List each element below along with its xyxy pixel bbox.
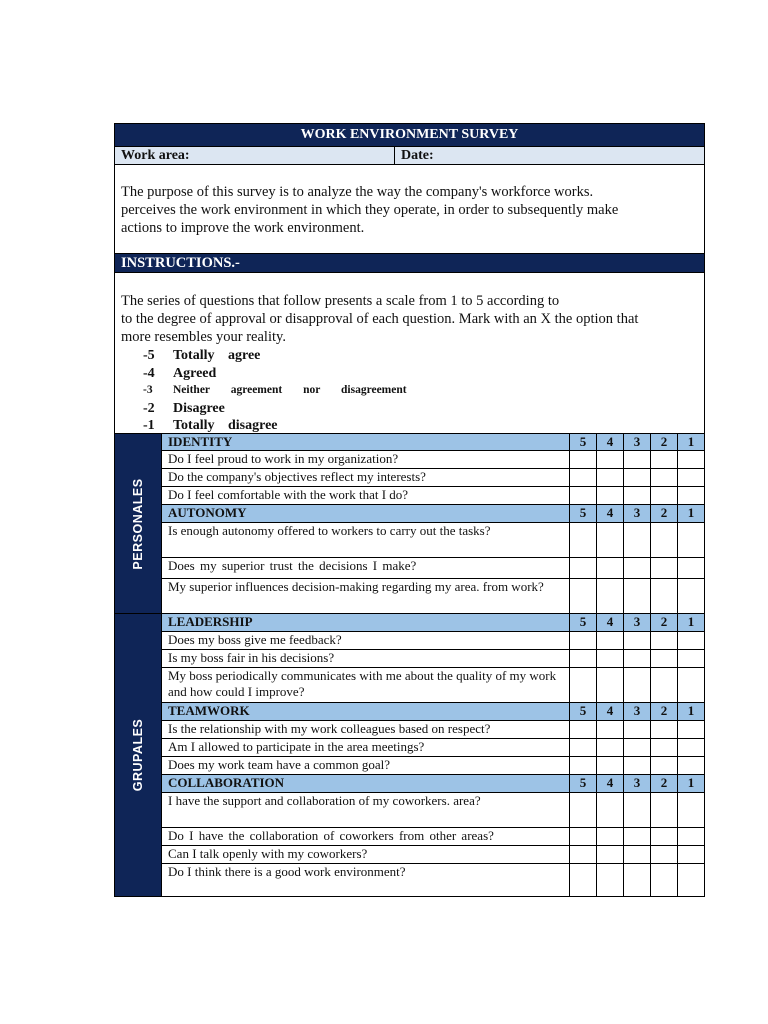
scale-header-cell: 5 xyxy=(569,775,596,792)
question-row xyxy=(162,558,704,579)
answer-cell[interactable] xyxy=(650,846,677,863)
answer-cell[interactable] xyxy=(596,739,623,756)
scale-header-cell: 1 xyxy=(677,703,704,720)
answer-cell[interactable] xyxy=(623,668,650,702)
section-title: IDENTITY xyxy=(168,434,233,449)
work-area-field[interactable]: Work area: xyxy=(115,147,395,164)
question-text: Do I think there is a good work environment? xyxy=(168,864,406,879)
section-title: COLLABORATION xyxy=(168,775,285,790)
scale-header-cell: 2 xyxy=(650,434,677,450)
scale-header-cell: 5 xyxy=(569,505,596,522)
answer-cell[interactable] xyxy=(623,469,650,486)
answer-cell[interactable] xyxy=(650,739,677,756)
scale-item xyxy=(121,417,698,435)
question-text: Is the relationship with my work colleagues based on respect? xyxy=(168,721,491,736)
question-row xyxy=(162,668,704,703)
answer-cell[interactable] xyxy=(623,721,650,738)
section-header-row xyxy=(162,775,704,793)
answer-cell[interactable] xyxy=(677,828,704,845)
answer-cell[interactable] xyxy=(623,487,650,504)
answer-cell[interactable] xyxy=(569,469,596,486)
scale-header-cell: 1 xyxy=(677,505,704,522)
scale-header-cell: 5 xyxy=(569,434,596,450)
answer-cell[interactable] xyxy=(677,721,704,738)
scale-number: -2 xyxy=(143,400,155,416)
scale-header-cell: 4 xyxy=(596,434,623,450)
scale-label: Totally agree xyxy=(173,348,261,363)
answer-cell[interactable] xyxy=(596,668,623,702)
scale-label: Disagree xyxy=(173,400,225,416)
answer-cell[interactable] xyxy=(569,721,596,738)
scale-item xyxy=(121,365,698,383)
scale-header-cell: 2 xyxy=(650,703,677,720)
answer-cell[interactable] xyxy=(650,668,677,702)
scale-header-cell: 4 xyxy=(596,775,623,792)
purpose-line: perceives the work environment in which they operate, in order to subsequently make xyxy=(121,202,619,218)
question-text: Can I talk openly with my coworkers? xyxy=(168,846,368,861)
date-field[interactable]: Date: xyxy=(401,148,434,163)
answer-cell[interactable] xyxy=(677,558,704,578)
answer-cell[interactable] xyxy=(623,523,650,557)
answer-cell[interactable] xyxy=(569,451,596,468)
answer-cell[interactable] xyxy=(677,469,704,486)
scale-header-cell: 1 xyxy=(677,614,704,631)
scale-header-cell: 4 xyxy=(596,505,623,522)
scale-header-cell: 5 xyxy=(569,614,596,631)
answer-cell[interactable] xyxy=(650,451,677,468)
scale-header-cell: 5 xyxy=(569,703,596,720)
answer-cell[interactable] xyxy=(623,739,650,756)
answer-cell[interactable] xyxy=(569,558,596,578)
question-row xyxy=(162,846,704,864)
question-text: Does my superior trust the decisions I make? xyxy=(168,558,417,573)
answer-cell[interactable] xyxy=(677,793,704,827)
question-row xyxy=(162,739,704,757)
answer-cell[interactable] xyxy=(650,487,677,504)
answer-cell[interactable] xyxy=(596,793,623,827)
question-text: I have the support and collaboration of my coworkers. area? xyxy=(168,793,481,808)
answer-cell[interactable] xyxy=(569,828,596,845)
answer-cell[interactable] xyxy=(623,632,650,649)
scale-header-cell: 2 xyxy=(650,775,677,792)
section-header-row xyxy=(162,614,704,632)
scale-header-cell: 3 xyxy=(623,614,650,631)
answer-cell[interactable] xyxy=(650,650,677,667)
answer-cell[interactable] xyxy=(677,846,704,863)
group-rows xyxy=(162,614,704,896)
question-row xyxy=(162,487,704,505)
scale-header-cell: 3 xyxy=(623,703,650,720)
scale-item xyxy=(121,400,698,418)
instructions-heading: INSTRUCTIONS.- xyxy=(115,254,704,273)
question-row xyxy=(162,650,704,668)
question-group xyxy=(115,434,704,614)
question-row xyxy=(162,632,704,650)
scale-label: Totally disagree xyxy=(173,418,278,433)
answer-cell[interactable] xyxy=(569,846,596,863)
answer-cell[interactable] xyxy=(650,558,677,578)
answer-cell[interactable] xyxy=(650,757,677,774)
section-title: AUTONOMY xyxy=(168,505,247,520)
scale-header-cell: 3 xyxy=(623,505,650,522)
question-text: Do the company's objectives reflect my interests? xyxy=(168,469,426,484)
answer-cell[interactable] xyxy=(623,846,650,863)
answer-cell[interactable] xyxy=(677,487,704,504)
answer-cell[interactable] xyxy=(569,793,596,827)
answer-cell[interactable] xyxy=(677,757,704,774)
answer-cell[interactable] xyxy=(623,451,650,468)
purpose-line: The purpose of this survey is to analyze the way the company's workforce works. xyxy=(121,184,594,200)
answer-cell[interactable] xyxy=(596,558,623,578)
answer-cell[interactable] xyxy=(569,523,596,557)
answer-cell[interactable] xyxy=(677,632,704,649)
group-rows xyxy=(162,434,704,613)
question-row xyxy=(162,828,704,846)
question-text: My boss periodically communicates with me about the quality of my work and how could I improve? xyxy=(168,668,557,699)
answer-cell[interactable] xyxy=(623,558,650,578)
answer-cell[interactable] xyxy=(569,668,596,702)
answer-cell[interactable] xyxy=(569,579,596,613)
answer-cell[interactable] xyxy=(596,721,623,738)
question-group xyxy=(115,614,704,896)
answer-cell[interactable] xyxy=(569,632,596,649)
group-side-label xyxy=(115,434,162,613)
question-text: Do I feel comfortable with the work that I do? xyxy=(168,487,409,502)
question-text: Do I have the collaboration of coworkers from other areas? xyxy=(168,828,494,843)
question-text: Am I allowed to participate in the area meetings? xyxy=(168,739,425,754)
section-header-row xyxy=(162,434,704,451)
answer-cell[interactable] xyxy=(596,487,623,504)
answer-cell[interactable] xyxy=(650,523,677,557)
scale-number: -4 xyxy=(143,365,155,381)
scale-label: Neither agreement nor disagreement xyxy=(173,384,407,396)
survey-groups xyxy=(115,434,704,896)
instructions-line: The series of questions that follow presents a scale from 1 to 5 according to xyxy=(121,293,560,309)
meta-row xyxy=(115,147,704,165)
answer-cell[interactable] xyxy=(650,579,677,613)
scale-header-cell: 1 xyxy=(677,434,704,450)
section-title: TEAMWORK xyxy=(168,703,250,718)
question-row xyxy=(162,793,704,828)
answer-cell[interactable] xyxy=(596,864,623,896)
question-row xyxy=(162,579,704,613)
answer-cell[interactable] xyxy=(623,793,650,827)
scale-legend xyxy=(121,347,698,435)
question-text: Is enough autonomy offered to workers to carry out the tasks? xyxy=(168,523,491,538)
question-text: My superior influences decision-making regarding my area. from work? xyxy=(168,579,544,594)
group-label-text: PERSONALES xyxy=(131,477,145,570)
question-row xyxy=(162,523,704,558)
scale-label: Agreed xyxy=(173,365,217,381)
answer-cell[interactable] xyxy=(650,632,677,649)
answer-cell[interactable] xyxy=(623,757,650,774)
scale-header-cell: 4 xyxy=(596,614,623,631)
section-title: LEADERSHIP xyxy=(168,614,253,629)
answer-cell[interactable] xyxy=(677,523,704,557)
question-row xyxy=(162,469,704,487)
answer-cell[interactable] xyxy=(596,650,623,667)
group-label-text: GRUPALES xyxy=(131,718,145,792)
answer-cell[interactable] xyxy=(569,757,596,774)
answer-cell[interactable] xyxy=(623,650,650,667)
question-text: Does my boss give me feedback? xyxy=(168,632,342,647)
answer-cell[interactable] xyxy=(650,793,677,827)
question-row xyxy=(162,451,704,469)
instructions-line: to the degree of approval or disapproval of each question. Mark with an X the option that xyxy=(121,311,639,327)
answer-cell[interactable] xyxy=(677,451,704,468)
question-text: Is my boss fair in his decisions? xyxy=(168,650,335,665)
answer-cell[interactable] xyxy=(596,757,623,774)
answer-cell[interactable] xyxy=(596,828,623,845)
answer-cell[interactable] xyxy=(650,469,677,486)
answer-cell[interactable] xyxy=(677,650,704,667)
scale-header-cell: 3 xyxy=(623,434,650,450)
answer-cell[interactable] xyxy=(650,864,677,896)
scale-header-cell: 2 xyxy=(650,614,677,631)
question-row xyxy=(162,864,704,896)
question-text: Do I feel proud to work in my organization? xyxy=(168,451,399,466)
scale-item xyxy=(121,382,698,400)
scale-header-cell: 1 xyxy=(677,775,704,792)
purpose-text xyxy=(115,165,704,254)
group-side-label xyxy=(115,614,162,896)
answer-cell[interactable] xyxy=(677,668,704,702)
scale-header-cell: 3 xyxy=(623,775,650,792)
answer-cell[interactable] xyxy=(569,739,596,756)
answer-cell[interactable] xyxy=(596,523,623,557)
answer-cell[interactable] xyxy=(623,864,650,896)
answer-cell[interactable] xyxy=(596,846,623,863)
instructions-line: more resembles your reality. xyxy=(121,329,286,345)
purpose-line: actions to improve the work environment. xyxy=(121,220,365,236)
answer-cell[interactable] xyxy=(596,579,623,613)
section-header-row xyxy=(162,505,704,523)
answer-cell[interactable] xyxy=(677,864,704,896)
instructions-text xyxy=(115,273,704,434)
section-header-row xyxy=(162,703,704,721)
survey-title: WORK ENVIRONMENT SURVEY xyxy=(115,124,704,147)
scale-header-cell: 2 xyxy=(650,505,677,522)
answer-cell[interactable] xyxy=(650,721,677,738)
scale-item xyxy=(121,347,698,365)
answer-cell[interactable] xyxy=(569,487,596,504)
question-row xyxy=(162,757,704,775)
answer-cell[interactable] xyxy=(569,864,596,896)
answer-cell[interactable] xyxy=(569,650,596,667)
answer-cell[interactable] xyxy=(677,739,704,756)
answer-cell[interactable] xyxy=(596,632,623,649)
question-row xyxy=(162,721,704,739)
answer-cell[interactable] xyxy=(623,828,650,845)
question-text: Does my work team have a common goal? xyxy=(168,757,391,772)
scale-number: -3 xyxy=(143,384,153,396)
scale-number: -5 xyxy=(143,348,155,363)
answer-cell[interactable] xyxy=(596,469,623,486)
scale-header-cell: 4 xyxy=(596,703,623,720)
scale-number: -1 xyxy=(143,418,155,433)
survey-form xyxy=(114,123,705,897)
answer-cell[interactable] xyxy=(596,451,623,468)
answer-cell[interactable] xyxy=(623,579,650,613)
answer-cell[interactable] xyxy=(650,828,677,845)
answer-cell[interactable] xyxy=(677,579,704,613)
